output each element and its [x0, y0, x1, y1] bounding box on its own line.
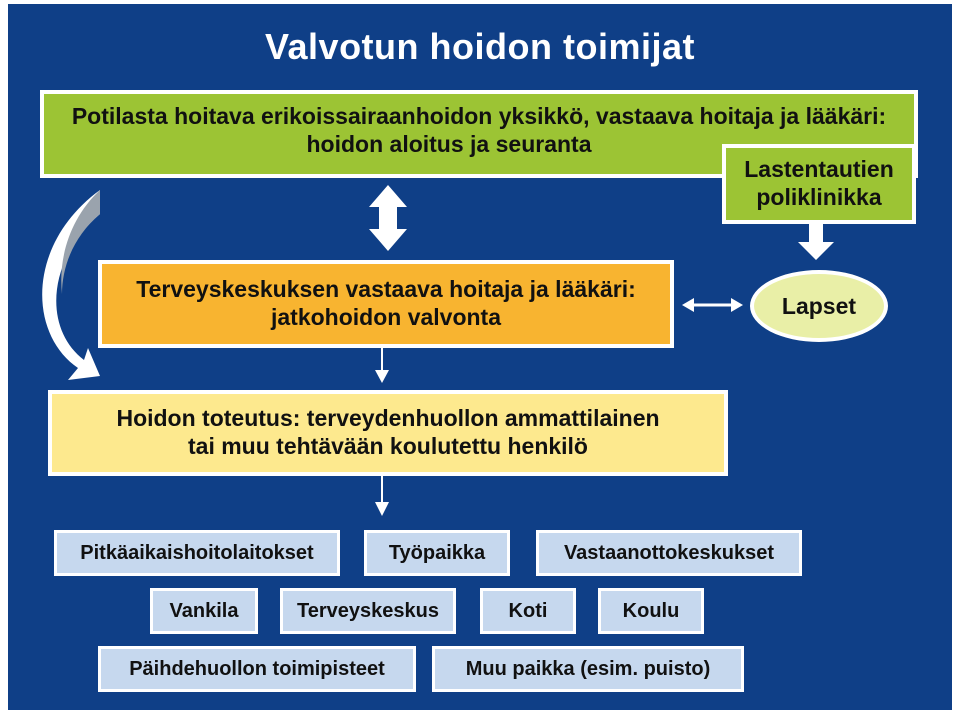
pediatric-clinic-line2: poliklinikka: [756, 184, 882, 210]
pediatric-clinic-line1: Lastentautien: [744, 156, 894, 183]
location-home: Koti: [480, 588, 576, 634]
location-reception-centers: Vastaanottokeskukset: [536, 530, 802, 576]
curved-arrow-icon: [42, 190, 100, 380]
diagram-background: [8, 4, 952, 710]
health-center-box: [98, 260, 674, 348]
location-health-center: Terveyskeskus: [280, 588, 456, 634]
diagram-title: Valvotun hoidon toimijat: [265, 26, 695, 67]
specialist-unit-line2: hoidon aloitus ja seuranta: [306, 131, 592, 157]
children-oval: Lapset: [750, 270, 888, 342]
double-arrow-horizontal-icon: [682, 298, 743, 312]
implementation-line2: tai muu tehtävään koulutettu henkilö: [188, 433, 588, 459]
location-workplace: Työpaikka: [364, 530, 510, 576]
arrow-down-implementation-icon: [375, 476, 389, 516]
location-long-term-care: Pitkäaikaishoitolaitokset: [54, 530, 340, 576]
arrow-down-clinic-icon: [798, 224, 834, 260]
location-school: Koulu: [598, 588, 704, 634]
health-center-line1: Terveyskeskuksen vastaava hoitaja ja lääkäri:: [136, 276, 636, 303]
location-substance-abuse-services: Päihdehuollon toimipisteet: [98, 646, 416, 692]
location-prison: Vankila: [150, 588, 258, 634]
location-other-place: Muu paikka (esim. puisto): [432, 646, 744, 692]
arrow-down-health-icon: [375, 348, 389, 383]
health-center-line2: jatkohoidon valvonta: [270, 304, 502, 330]
implementation-line1: Hoidon toteutus: terveydenhuollon ammattilainen: [116, 405, 660, 432]
implementation-box: [48, 390, 728, 476]
specialist-unit-line1: Potilasta hoitava erikoissairaanhoidon yksikkö, vastaava hoitaja ja lääkäri:: [71, 103, 887, 130]
pediatric-clinic-box: [722, 144, 916, 224]
double-arrow-vertical-icon: [369, 185, 407, 251]
